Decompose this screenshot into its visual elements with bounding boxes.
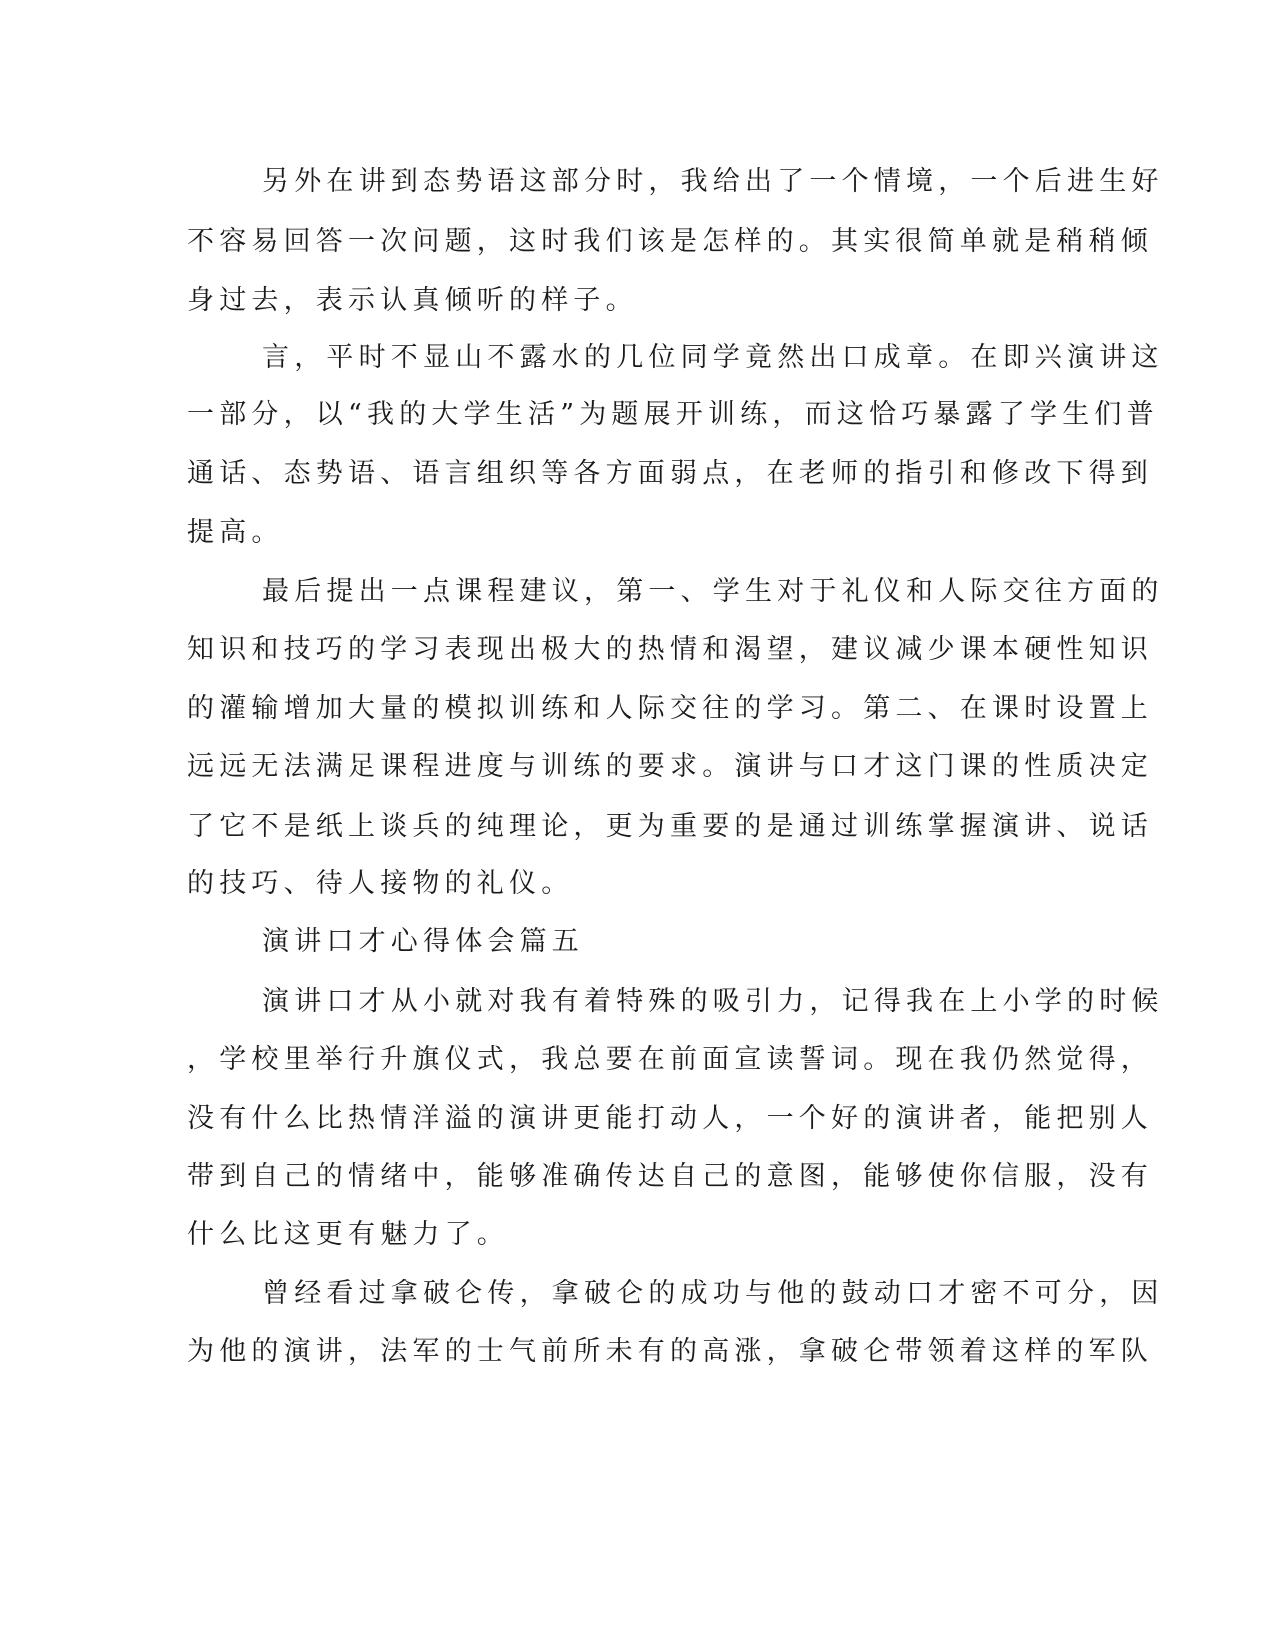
paragraph-line: 身过去，表示认真倾听的样子。	[187, 285, 638, 316]
paragraph-line: 一部分，以“我的大学生活”为题展开训练，而这恰巧暴露了学生们普	[187, 399, 1159, 430]
paragraph-line: 通话、态势语、语言组织等各方面弱点，在老师的指引和修改下得到	[187, 458, 1153, 489]
paragraph-line: 没有什么比热情洋溢的演讲更能打动人，一个好的演讲者，能把别人	[187, 1103, 1153, 1134]
paragraph-line: 另外在讲到态势语这部分时，我给出了一个情境，一个后进生好	[262, 166, 1164, 197]
paragraph-line: 了它不是纸上谈兵的纯理论，更为重要的是通过训练掌握演讲、说话	[187, 811, 1153, 842]
paragraph-line: 带到自己的情绪中，能够准确传达自己的意图，能够使你信服，没有	[187, 1161, 1153, 1192]
paragraph-line: 最后提出一点课程建议，第一、学生对于礼仪和人际交往方面的	[262, 576, 1164, 607]
paragraph-line: 的灌输增加大量的模拟训练和人际交往的学习。第二、在课时设置上	[187, 693, 1153, 724]
paragraph-line: 提高。	[187, 517, 284, 548]
section-heading: 演讲口才心得体会篇五	[262, 926, 584, 957]
paragraph-line: 不容易回答一次问题，这时我们该是怎样的。其实很简单就是稍稍倾	[187, 226, 1153, 257]
paragraph-line: 为他的演讲，法军的士气前所未有的高涨，拿破仑带领着这样的军队	[187, 1336, 1153, 1367]
paragraph-line: 言，平时不显山不露水的几位同学竟然出口成章。在即兴演讲这	[262, 342, 1164, 373]
paragraph-line: 曾经看过拿破仑传，拿破仑的成功与他的鼓动口才密不可分，因	[262, 1278, 1164, 1309]
paragraph-line: ，学校里举行升旗仪式，我总要在前面宣读誓词。现在我仍然觉得，	[187, 1044, 1153, 1075]
paragraph-line: 什么比这更有魅力了。	[187, 1219, 509, 1250]
paragraph-line: 知识和技巧的学习表现出极大的热情和渴望，建议减少课本硬性知识	[187, 634, 1153, 665]
paragraph-line: 的技巧、待人接物的礼仪。	[187, 868, 574, 899]
paragraph-line: 演讲口才从小就对我有着特殊的吸引力，记得我在上小学的时候	[262, 986, 1164, 1017]
paragraph-line: 远远无法满足课程进度与训练的要求。演讲与口才这门课的性质决定	[187, 751, 1153, 782]
